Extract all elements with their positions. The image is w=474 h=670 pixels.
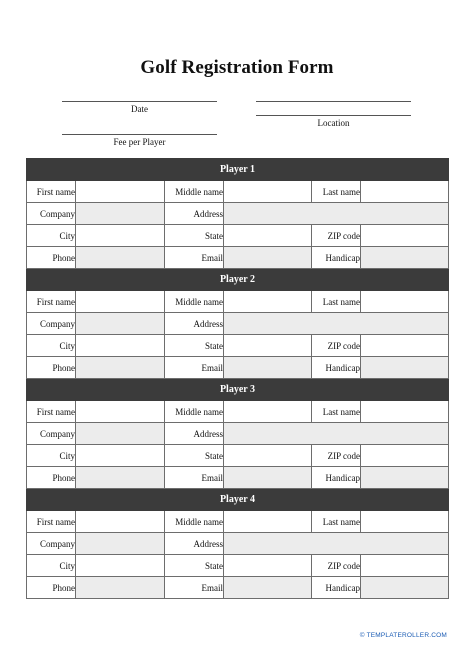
zip-code-field[interactable] [361,445,449,467]
player-row [27,291,449,313]
last-name-label: Last name [312,181,361,203]
phone-field[interactable] [76,357,165,379]
email-field[interactable] [224,247,312,269]
handicap-field[interactable] [361,247,449,269]
footer-link[interactable]: © TEMPLATEROLLER.COM [359,632,447,639]
address-field[interactable] [224,533,449,555]
phone-field[interactable] [76,247,165,269]
player-row [27,225,449,247]
email-field[interactable] [224,357,312,379]
player-heading: Player 4 [27,489,449,511]
player-heading: Player 3 [27,379,449,401]
handicap-label: Handicap [312,467,361,489]
first-name-label: First name [27,511,76,533]
state-label: State [165,335,224,357]
player-row [27,335,449,357]
middle-name-label: Middle name [165,401,224,423]
city-label: City [27,225,76,247]
company-label: Company [27,313,76,335]
company-label: Company [27,203,76,225]
handicap-field[interactable] [361,577,449,599]
form-title: Golf Registration Form [140,57,334,78]
handicap-label: Handicap [312,577,361,599]
fee-field[interactable] [62,134,217,135]
zip-code-field[interactable] [361,225,449,247]
email-label: Email [165,247,224,269]
last-name-field[interactable] [361,401,449,423]
player-row [27,445,449,467]
last-name-field[interactable] [361,181,449,203]
state-field[interactable] [224,555,312,577]
player-heading: Player 2 [27,269,449,291]
state-label: State [165,445,224,467]
player-row [27,203,449,225]
last-name-label: Last name [312,291,361,313]
first-name-label: First name [27,181,76,203]
zip-code-label: ZIP code [312,225,361,247]
phone-label: Phone [27,467,76,489]
location-field-line-1[interactable] [256,101,411,102]
location-field-line-2[interactable] [256,115,411,116]
city-label: City [27,335,76,357]
phone-field[interactable] [76,577,165,599]
player-row [27,555,449,577]
player-row [27,357,449,379]
player-header [27,379,449,401]
handicap-field[interactable] [361,357,449,379]
last-name-field[interactable] [361,511,449,533]
email-label: Email [165,357,224,379]
last-name-label: Last name [312,511,361,533]
state-label: State [165,225,224,247]
address-label: Address [165,203,224,225]
company-label: Company [27,533,76,555]
zip-code-field[interactable] [361,555,449,577]
first-name-label: First name [27,401,76,423]
address-label: Address [165,423,224,445]
player-row [27,247,449,269]
player-row [27,401,449,423]
zip-code-label: ZIP code [312,335,361,357]
company-field[interactable] [76,203,165,225]
city-label: City [27,555,76,577]
email-label: Email [165,577,224,599]
zip-code-label: ZIP code [312,445,361,467]
company-label: Company [27,423,76,445]
player-header [27,269,449,291]
players-table [26,158,449,599]
zip-code-label: ZIP code [312,555,361,577]
city-field[interactable] [76,445,165,467]
player-row [27,313,449,335]
player-header [27,159,449,181]
middle-name-label: Middle name [165,511,224,533]
middle-name-field[interactable] [224,291,312,313]
address-field[interactable] [224,423,449,445]
middle-name-label: Middle name [165,291,224,313]
player-row [27,533,449,555]
handicap-label: Handicap [312,247,361,269]
middle-name-field[interactable] [224,511,312,533]
company-field[interactable] [76,533,165,555]
state-field[interactable] [224,445,312,467]
company-field[interactable] [76,423,165,445]
location-label: Location [317,118,350,128]
first-name-field[interactable] [76,181,165,203]
company-field[interactable] [76,313,165,335]
player-row [27,577,449,599]
city-field[interactable] [76,225,165,247]
phone-label: Phone [27,247,76,269]
last-name-field[interactable] [361,291,449,313]
phone-field[interactable] [76,467,165,489]
fee-label: Fee per Player [113,137,166,147]
address-field[interactable] [224,313,449,335]
address-label: Address [165,533,224,555]
state-field[interactable] [224,335,312,357]
handicap-label: Handicap [312,357,361,379]
middle-name-field[interactable] [224,401,312,423]
city-field[interactable] [76,335,165,357]
player-row [27,181,449,203]
zip-code-field[interactable] [361,335,449,357]
state-label: State [165,555,224,577]
address-label: Address [165,313,224,335]
middle-name-label: Middle name [165,181,224,203]
last-name-label: Last name [312,401,361,423]
city-field[interactable] [76,555,165,577]
player-row [27,423,449,445]
phone-label: Phone [27,357,76,379]
player-row [27,467,449,489]
city-label: City [27,445,76,467]
date-field[interactable] [62,101,217,102]
address-field[interactable] [224,203,449,225]
player-heading: Player 1 [27,159,449,181]
first-name-field[interactable] [76,291,165,313]
phone-label: Phone [27,577,76,599]
handicap-field[interactable] [361,467,449,489]
player-header [27,489,449,511]
player-row [27,511,449,533]
middle-name-field[interactable] [224,181,312,203]
first-name-label: First name [27,291,76,313]
date-label: Date [131,104,148,114]
email-label: Email [165,467,224,489]
first-name-field[interactable] [76,401,165,423]
email-field[interactable] [224,467,312,489]
state-field[interactable] [224,225,312,247]
email-field[interactable] [224,577,312,599]
first-name-field[interactable] [76,511,165,533]
